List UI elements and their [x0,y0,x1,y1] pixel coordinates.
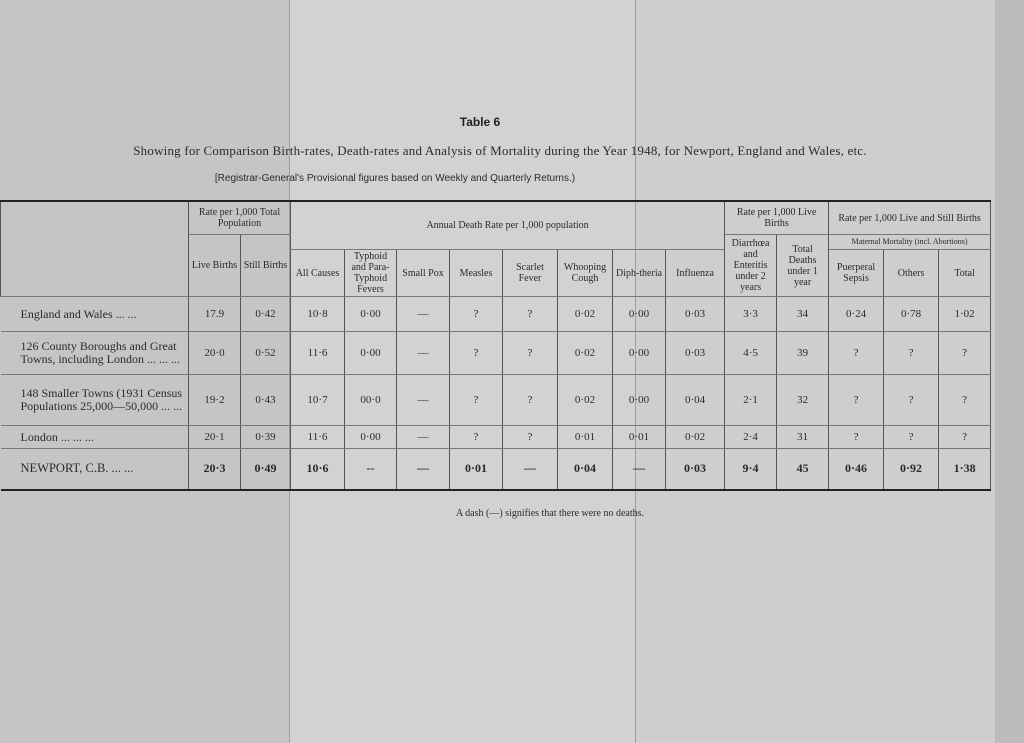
cell-typhoid: 0·00 [345,426,397,449]
cell-measles: ? [450,375,503,426]
area-label: London ... ... ... [1,426,189,449]
cell-total: ? [939,426,991,449]
cell-live-births: 19·2 [189,375,241,426]
cell-total-deaths: 32 [777,375,829,426]
cell-others: ? [884,426,939,449]
table-row [1,426,991,449]
cell-all-causes: 10·7 [291,375,345,426]
cell-scarlet-fever: — [503,449,558,491]
header-rate-total-population: Rate per 1,000 Total Population [189,201,291,235]
cell-all-causes: 10·8 [291,297,345,332]
cell-influenza: 0·04 [666,375,725,426]
area-label: 148 Smaller Towns (1931 Census Populations 25,000—50,000 ... ... [1,375,189,426]
cell-typhoid: -- [345,449,397,491]
cell-total-deaths: 39 [777,332,829,375]
cell-scarlet-fever: ? [503,297,558,332]
header-maternal-mortality: Maternal Mortality (incl. Abortions) [829,235,991,250]
header-all-causes: All Causes [291,250,345,297]
cell-diphtheria: 0·00 [613,297,666,332]
area-label: 126 County Boroughs and Great Towns, including London ... ... ... [1,332,189,375]
cell-still-births: 0·49 [241,449,291,491]
header-live-births: Live Births [189,235,241,297]
cell-all-causes: 10·6 [291,449,345,491]
header-diphtheria: Diph-theria [613,250,666,297]
header-measles: Measles [450,250,503,297]
cell-typhoid: 0·00 [345,297,397,332]
cell-live-births: 20·1 [189,426,241,449]
cell-influenza: 0·03 [666,297,725,332]
cell-all-causes: 11·6 [291,426,345,449]
cell-puerperal-sepsis: ? [829,426,884,449]
cell-diarrhoea: 2·1 [725,375,777,426]
cell-total: 1·38 [939,449,991,491]
cell-still-births: 0·52 [241,332,291,375]
cell-influenza: 0·03 [666,332,725,375]
header-diarrhoea: Diarrhœa and Enteritis under 2 years [725,235,777,297]
cell-diphtheria: — [613,449,666,491]
cell-small-pox: — [397,297,450,332]
header-total: Total [939,250,991,297]
cell-measles: ? [450,426,503,449]
table-row [1,332,991,375]
cell-small-pox: — [397,426,450,449]
cell-puerperal-sepsis: 0·24 [829,297,884,332]
header-typhoid: Typhoid and Para-Typhoid Fevers [345,250,397,297]
cell-others: ? [884,332,939,375]
cell-total-deaths: 45 [777,449,829,491]
cell-scarlet-fever: ? [503,375,558,426]
cell-diarrhoea: 9·4 [725,449,777,491]
table-footnote: A dash (—) signifies that there were no deaths. [455,508,644,519]
table-subtitle: Showing for Comparison Birth-rates, Death-rates and Analysis of Mortality during the Year 1948, for Newport, England and Wales, etc. [133,143,867,158]
cell-puerperal-sepsis: ? [829,375,884,426]
header-puerperal-sepsis: Puerperal Sepsis [829,250,884,297]
cell-diarrhoea: 3·3 [725,297,777,332]
cell-total: ? [939,375,991,426]
cell-diphtheria: 0·00 [613,332,666,375]
cell-typhoid: 0·00 [345,332,397,375]
cell-live-births: 20·0 [189,332,241,375]
table-row-newport [1,449,991,491]
header-rate-live-still-births: Rate per 1,000 Live and Still Births [829,201,991,235]
cell-all-causes: 11·6 [291,332,345,375]
header-scarlet-fever: Scarlet Fever [503,250,558,297]
area-label: England and Wales ... ... [1,297,189,332]
mortality-table [0,200,991,491]
header-influenza: Influenza [666,250,725,297]
cell-whooping-cough: 0·02 [558,332,613,375]
cell-whooping-cough: 0·01 [558,426,613,449]
header-others: Others [884,250,939,297]
cell-diarrhoea: 4·5 [725,332,777,375]
cell-small-pox: — [397,375,450,426]
header-still-births: Still Births [241,235,291,297]
cell-total: ? [939,332,991,375]
cell-small-pox: — [397,332,450,375]
header-small-pox: Small Pox [397,250,450,297]
source-note: [Registrar-General's Provisional figures based on Weekly and Quarterly Returns.) [214,173,576,184]
cell-still-births: 0·42 [241,297,291,332]
cell-still-births: 0·43 [241,375,291,426]
cell-small-pox: — [397,449,450,491]
cell-others: 0·92 [884,449,939,491]
cell-total-deaths: 34 [777,297,829,332]
table-title: Table 6 [459,115,501,129]
cell-influenza: 0·02 [666,426,725,449]
header-area-blank [1,201,189,297]
cell-diphtheria: 0·00 [613,375,666,426]
cell-diarrhoea: 2·4 [725,426,777,449]
cell-live-births: 20·3 [189,449,241,491]
cell-influenza: 0·03 [666,449,725,491]
cell-puerperal-sepsis: 0·46 [829,449,884,491]
header-whooping-cough: Whooping Cough [558,250,613,297]
cell-total: 1·02 [939,297,991,332]
cell-puerperal-sepsis: ? [829,332,884,375]
cell-others: ? [884,375,939,426]
page-edge [995,0,1024,743]
cell-scarlet-fever: ? [503,426,558,449]
cell-still-births: 0·39 [241,426,291,449]
cell-diphtheria: 0·01 [613,426,666,449]
table-row [1,297,991,332]
table-row [1,375,991,426]
header-rate-live-births: Rate per 1,000 Live Births [725,201,829,235]
cell-live-births: 17.9 [189,297,241,332]
area-label: NEWPORT, C.B. ... ... [1,449,189,491]
cell-others: 0·78 [884,297,939,332]
cell-whooping-cough: 0·02 [558,297,613,332]
cell-whooping-cough: 0·04 [558,449,613,491]
cell-measles: ? [450,297,503,332]
cell-typhoid: 00·0 [345,375,397,426]
cell-measles: 0·01 [450,449,503,491]
cell-total-deaths: 31 [777,426,829,449]
cell-whooping-cough: 0·02 [558,375,613,426]
cell-measles: ? [450,332,503,375]
header-total-deaths: Total Deaths under 1 year [777,235,829,297]
header-annual-death-rate: Annual Death Rate per 1,000 population [291,201,725,250]
cell-scarlet-fever: ? [503,332,558,375]
